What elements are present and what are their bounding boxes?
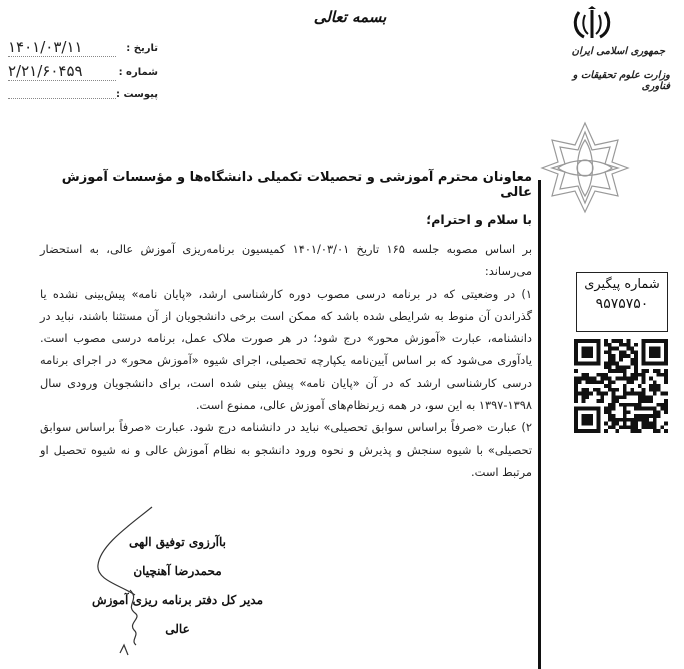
decorative-ornament-icon <box>540 120 630 215</box>
tracking-number: ۹۵۷۵۷۵۰ <box>595 296 649 312</box>
attachment-row <box>8 84 158 104</box>
attachment-value <box>8 84 116 99</box>
number-value: ۲/۲۱/۶۰۴۵۹ <box>8 62 116 81</box>
margin-rule <box>538 180 541 669</box>
tracking-label: شماره پیگیری <box>584 277 660 292</box>
bismillah-heading: بسمه تعالی <box>313 8 387 26</box>
signature-block <box>90 528 265 644</box>
number-row <box>8 62 158 82</box>
org-line-ministry: وزارت علوم تحقیقات و فناوری <box>572 70 670 92</box>
date-label: تاریخ : <box>126 43 158 54</box>
date-value: ۱۴۰۱/۰۳/۱۱ <box>8 38 116 57</box>
signatory-name: محمدرضا آهنچیان <box>133 564 222 578</box>
intro-paragraph: بر اساس مصوبه جلسه ۱۶۵ تاریخ ۱۴۰۱/۰۳/۰۱ کمیسیون برنامه‌ریزی آموزش عالی، به استحضار می‌رساند: <box>40 242 533 279</box>
iran-emblem-icon <box>570 6 614 42</box>
letter-body <box>40 238 532 483</box>
signatory-title: مدیر کل دفتر برنامه ریزی آموزش عالی <box>91 593 264 636</box>
number-label: شماره : <box>118 67 158 78</box>
closing-line: باآرزوی توفیق الهی <box>129 535 226 549</box>
item-2-paragraph: ۲) عبارت «صرفاً براساس سوابق تحصیلی» نباید در دانشنامه درج شود. عبارت «صرفاً براساس سوابق تحصیلی» با شیوه سنجش و پذیرش و نحوه ورود دانشجو به نظام آموزش عالی و نه شیوه تحصیل او مرتبط است. <box>40 420 532 479</box>
qr-code-icon[interactable] <box>574 339 668 433</box>
org-line-republic: جمهوری اسلامی ایران <box>571 46 665 57</box>
date-row <box>8 38 158 58</box>
attachment-label: پیوست : <box>115 89 158 100</box>
item-1-paragraph: ۱) در وضعیتی که در برنامه درسی مصوب دوره کارشناسی ارشد، «پایان نامه» پیش‌بینی نشده یا گذراندن آن منوط به شرایطی شده باشد که ممکن است برخی دانشجویان از آن مستثنا باشند، نباید در دانشنامه، عبارت «آموزش محور» درج شود؛ در هر صورت ملاک عمل، برنامه درسی مصوب است. یادآوری می‌شود که بر اساس آیین‌نامه یکپارچه تحصیلی، اجرای شیوه «آموزش محور» در اجرای برنامه درسی کارشناسی ارشد که در آن «پایان نامه» پیش بینی شده است، برای دانشجویان ورودی سال ۱۳۹۸-۱۳۹۷ به این سو، در همه زیرنظام‌های آموزش عالی، ممنوع است. <box>40 286 532 413</box>
recipient-heading: معاونان محترم آموزشی و تحصیلات تکمیلی دانشگاه‌ها و مؤسسات آموزش عالی <box>61 170 532 200</box>
tracking-number-box <box>576 272 668 332</box>
greeting: با سلام و احترام؛ <box>426 212 532 227</box>
